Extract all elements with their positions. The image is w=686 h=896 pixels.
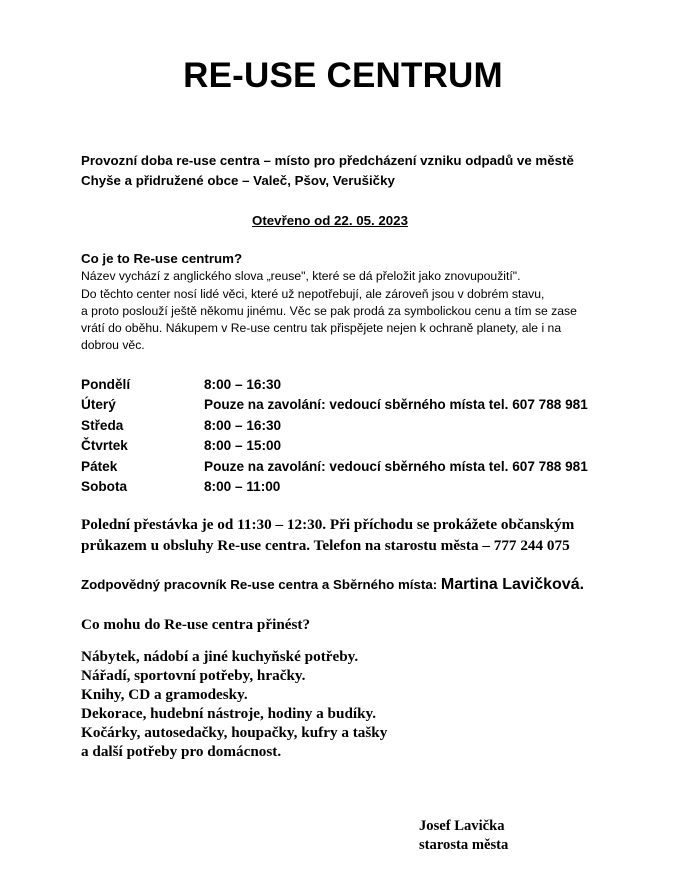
bring-item: Nábytek, nádobí a jiné kuchyňské potřeby. xyxy=(81,648,359,665)
hours-day: Pátek xyxy=(81,458,118,474)
responsible-person xyxy=(81,577,584,593)
hours-day: Čtvrtek xyxy=(81,438,128,454)
hours-time: 8:00 – 15:00 xyxy=(204,438,282,454)
bring-heading: Co mohu do Re-use centra přinést? xyxy=(81,616,311,633)
hours-day: Středa xyxy=(81,417,124,433)
hours-day: Pondělí xyxy=(81,377,131,392)
signature-name: Josef Lavička xyxy=(419,818,505,834)
bring-item: Nářadí, sportovní potřeby, hračky. xyxy=(81,667,306,684)
what-is-line-4: vrátí do oběhu. Nákupem v Re-use centru tak přispějete nejen k ochraně planety, ale i na xyxy=(81,321,562,335)
opened-date: Otevřeno od 22. 05. 2023 xyxy=(252,213,408,228)
page-title: RE-USE CENTRUM xyxy=(183,56,503,95)
what-is-line-5: dobrou věc. xyxy=(81,338,145,352)
hours-time: Pouze na zavolání: vedoucí sběrného místa tel. 607 788 981 xyxy=(204,397,588,413)
signature-role: starosta města xyxy=(419,837,509,853)
responsible-name: Martina Lavičková. xyxy=(440,576,585,593)
responsible-label: Zodpovědný pracovník Re-use centra a Sběrného místa: xyxy=(81,577,438,592)
hours-time: 8:00 – 11:00 xyxy=(204,478,281,494)
intro-line-1: Provozní doba re-use centra – místo pro předcházení vzniku odpadů ve městě xyxy=(81,153,574,168)
bring-item: Dekorace, hudební nástroje, hodiny a budíky. xyxy=(81,705,377,722)
intro-line-2: Chyše a přidružené obce – Valeč, Pšov, Verušičky xyxy=(81,173,395,188)
what-is-line-2: Do těchto center nosí lidé věci, které už nepotřebují, ale zároveň jsou v dobrém stavu, xyxy=(81,287,545,301)
bring-item: a další potřeby pro domácnost. xyxy=(81,743,282,760)
break-note-line-1: Polední přestávka je od 11:30 – 12:30. Při příchodu se prokážete občanským xyxy=(81,516,575,533)
hours-day: Sobota xyxy=(81,478,128,494)
bring-item: Kočárky, autosedačky, houpačky, kufry a tašky xyxy=(81,724,388,741)
what-is-line-1: Název vychází z anglického slova „reuse", které se dá přeložit jako znovupoužití". xyxy=(81,269,521,283)
break-note-line-2: průkazem u obsluhy Re-use centra. Telefon na starostu města – 777 244 075 xyxy=(81,537,570,554)
hours-time: 8:00 – 16:30 xyxy=(204,377,282,392)
hours-time: Pouze na zavolání: vedoucí sběrného místa tel. 607 788 981 xyxy=(204,458,588,474)
what-is-line-3: a proto poslouží ještě někomu jinému. Věc se pak prodá za symbolickou cenu a tím se zase xyxy=(81,304,577,318)
bring-item: Knihy, CD a gramodesky. xyxy=(81,686,248,703)
hours-day: Úterý xyxy=(81,397,116,413)
hours-time: 8:00 – 16:30 xyxy=(204,417,282,433)
what-is-heading: Co je to Re-use centrum? xyxy=(81,251,243,266)
